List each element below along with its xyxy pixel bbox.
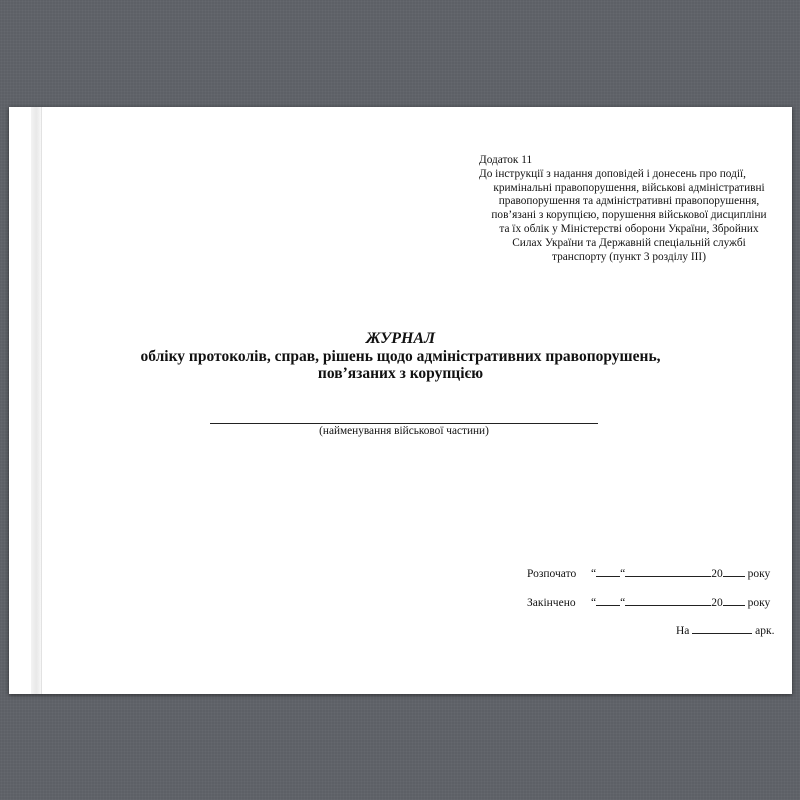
month-blank [625, 566, 711, 577]
appendix-line: До інструкції з надання доповідей і донесень про події, [479, 167, 746, 180]
year-suffix: року [747, 568, 771, 580]
binding-strip [31, 107, 42, 694]
year-suffix: року [747, 597, 771, 609]
appendix-line: та їх облік у Міністерстві оборони України, Збройних [499, 222, 759, 235]
title-line: обліку протоколів, справ, рішень щодо адміністративних правопорушень, [140, 347, 661, 365]
journal-title [9, 330, 792, 383]
started-row [527, 566, 770, 580]
started-label: Розпочато [527, 568, 577, 580]
appendix-line: правопорушення та адміністративні правопорушення, [498, 195, 760, 208]
year-prefix: 20 [711, 597, 723, 609]
year-prefix: 20 [711, 568, 723, 580]
appendix-line: кримінальні правопорушення, військові адміністративні [493, 181, 765, 194]
title-line: пов’язаних з корупцією [317, 365, 484, 382]
month-blank [625, 595, 711, 606]
sheets-prefix: На [676, 625, 690, 637]
appendix-line: пов’язані з корупцією, порушення військової дисципліни [491, 209, 767, 222]
quote-close: “ [620, 597, 626, 609]
sheets-blank [692, 623, 752, 634]
title-heading: ЖУРНАЛ [365, 330, 436, 347]
day-blank [596, 566, 620, 577]
appendix-number: Додаток 11 [479, 154, 533, 166]
sheets-row [676, 623, 775, 637]
day-blank [596, 595, 620, 606]
journal-cover-page [9, 107, 792, 694]
year-blank [723, 566, 745, 577]
appendix-note [479, 154, 779, 264]
unit-name-caption: (найменування військової частини) [319, 425, 489, 437]
appendix-line: транспорту (пункт 3 розділу ІІІ) [552, 250, 706, 263]
sheets-suffix: арк. [755, 625, 775, 637]
quote-open: “ [591, 568, 597, 580]
quote-close: “ [620, 568, 626, 580]
finished-label: Закінчено [527, 597, 576, 609]
appendix-line: Силах України та Державній спеціальній службі [512, 236, 746, 249]
finished-row [527, 595, 770, 609]
year-blank [723, 595, 745, 606]
unit-name-line [210, 423, 598, 424]
quote-open: “ [591, 597, 597, 609]
